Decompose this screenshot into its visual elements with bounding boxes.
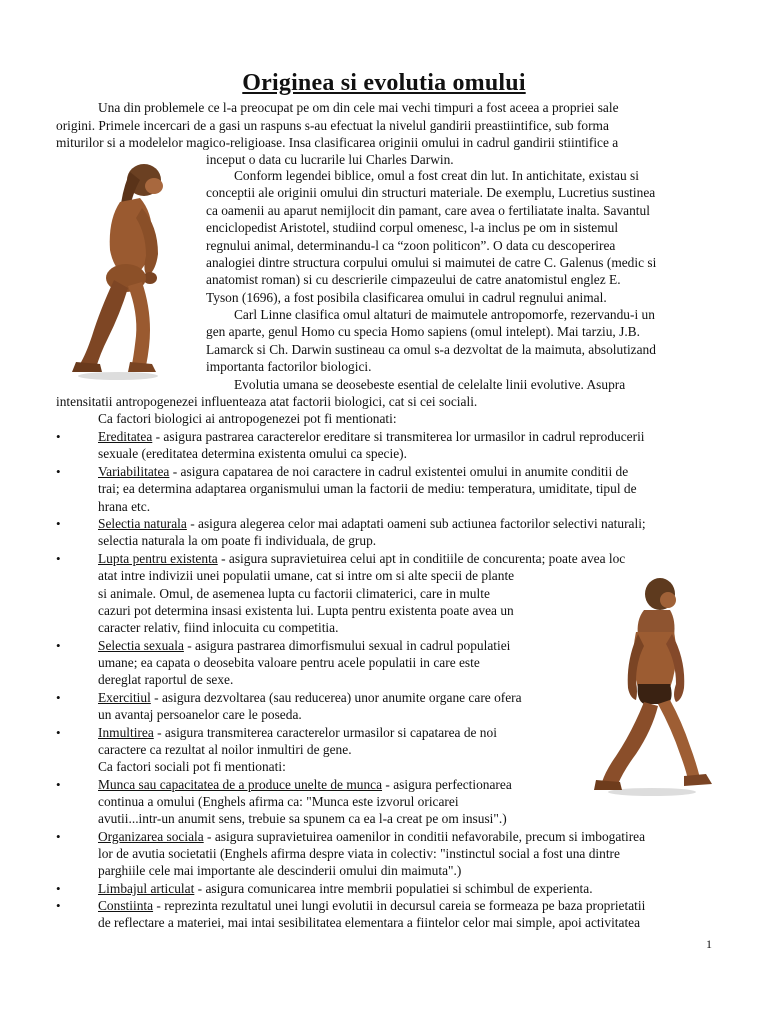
p3-line-3: Lamarck si Ch. Darwin sustineau ca omul s-a dezvoltat de la maimuta, absolutizand: [206, 342, 656, 357]
p2-line-5: regnului animal, determinandu-l ca “zoon politicon”. O data cu descoperirea: [206, 238, 616, 253]
p3-line-2: gen aparte, genul Homo cu specia Homo sapiens (omul intelept). Mai tarziu, J.B.: [206, 324, 640, 339]
term-munca: Munca sau capacitatea de a produce unelte de munca: [98, 777, 383, 792]
term-lupta: Lupta pentru existenta: [98, 551, 218, 566]
term-limbajul: Limbajul articulat: [98, 881, 195, 896]
list-item-munca: Munca sau capacitatea de a produce unelte de munca - asigura perfectionarea: [98, 777, 512, 792]
list-item-selectia-sexuala: Selectia sexuala - asigura pastrarea dimorfismului sexual in cadrul populatiei: [98, 638, 511, 653]
list-item-variabilitatea: Variabilitatea - asigura capatarea de noi caractere in cadrul existentei omului in anumite conditii de: [98, 464, 629, 479]
bullet-icon: •: [56, 777, 61, 792]
p4-line-1: Evolutia umana se deosebeste esential de celelalte linii evolutive. Asupra: [234, 377, 626, 392]
ereditatea-line-2: sexuale (ereditatea determina existenta omului ca specie).: [98, 446, 407, 461]
bullet-icon: •: [56, 464, 61, 479]
page-title: Originea si evolutia omului: [242, 70, 526, 96]
social-factors-intro: Ca factori sociali pot fi mentionati:: [98, 759, 286, 774]
lupta-line-4: cazuri pot determina insasi existenta lui. Lupta pentru existenta poate avea un: [98, 603, 514, 618]
list-item-organizarea: Organizarea sociala - asigura supravietuirea oamenilor in conditii nefavorabile, precum si imbogatirea: [98, 829, 646, 844]
variabilitatea-line-2: trai; ea determina adaptarea organismului uman la factorii de mediu: temperatura, umiditate, tipul de: [98, 481, 637, 496]
lupta-line-5: caracter relativ, fiind inlocuita cu competitia.: [98, 620, 339, 635]
p3-line-1: Carl Linne clasifica omul altaturi de maimutele antropomorfe, rezervandu-i un: [234, 307, 655, 322]
early-hominid-illustration: [56, 150, 206, 382]
selectia-naturala-line-2: selectia naturala la om poate fi individuala, de grup.: [98, 533, 377, 548]
exercitiul-line-2: un avantaj persoanelor care le poseda.: [98, 707, 302, 722]
intro-line-2: origini. Primele incercari de a gasi un raspuns s-au efectuat la nivelul gandirii preastiintifice, sub forma: [56, 118, 609, 133]
lupta-line-2: atat intre indivizii unei populatii umane, cat si intre om si alte specii de plante: [98, 568, 515, 583]
p4-line-2: intensitatii antropogenezei influenteaza atat factorii biologici, cat si cei sociali.: [56, 394, 478, 409]
list-item-constiinta: Constiinta - reprezinta rezultatul unei lungi evolutii in decursul careia se formeaza pe baza proprietatii: [98, 898, 646, 913]
lupta-line-3: si animale. Omul, de asemenea lupta cu factorii climaterici, care in multe: [98, 586, 490, 601]
p2-line-2: conceptii ale originii omului din structuri materiale. De exemplu, Lucretius sustinea: [206, 185, 656, 200]
list-item-exercitiul: Exercitiul - asigura dezvoltarea (sau reducerea) unor anumite organe care ofera: [98, 690, 522, 705]
selectia-sexuala-line-2: umane; ea capata o deosebita valoare pentru acele populatii in care este: [98, 655, 480, 670]
bullet-icon: •: [56, 690, 61, 705]
constiinta-line-2: de reflectare a materiei, mai intai sesibilitatea elementara a fiintelor celor mai simple, apoi activitatea: [98, 915, 641, 930]
p3-line-4: importanta factorilor biologici.: [206, 359, 372, 374]
bullet-icon: •: [56, 638, 61, 653]
bullet-icon: •: [56, 898, 61, 913]
term-inmultirea: Inmultirea: [98, 725, 154, 740]
intro-line-4: inceput o data cu lucrarile lui Charles Darwin.: [206, 152, 454, 167]
term-ereditatea: Ereditatea: [98, 429, 153, 444]
term-exercitiul: Exercitiul: [98, 690, 151, 705]
page-number: 1: [706, 937, 712, 951]
term-selectia-sexuala: Selectia sexuala: [98, 638, 184, 653]
term-selectia-naturala: Selectia naturala: [98, 516, 187, 531]
intro-line-1: Una din problemele ce l-a preocupat pe om din cele mai vechi timpuri a fost aceea a propriei sale: [98, 100, 619, 115]
term-constiinta: Constiinta: [98, 898, 154, 913]
list-item-lupta: Lupta pentru existenta - asigura supravietuirea celui apt in conditiile de concurenta; poate avea loc: [98, 551, 626, 566]
p2-line-4: enciclopedist Aristotel, studiind corpul omenesc, l-a inclus pe om in sistemul: [206, 220, 619, 235]
p2-line-8: Tyson (1696), a fost posibila clasificarea omului in cadrul regnului animal.: [206, 290, 607, 305]
intro-line-3: miturilor si a modelelor magico-religioase. Insa clasificarea originii omului in cadrul gandirii stiintifice a: [56, 135, 619, 150]
p2-line-3: ca oamenii au aparut nemijlocit din pamant, care avea o fertiliatate inalta. Savantul: [206, 203, 650, 218]
list-item-limbajul: Limbajul articulat - asigura comunicarea intre membrii populatiei si schimbul de experienta.: [98, 881, 593, 896]
p2-line-6: analogiei dintre structura corpului omului si maimutei de catre C. Galenus (medic si: [206, 255, 657, 270]
organizarea-line-3: parghiile cele mai importante ale descinderii omului din maimuta".): [98, 863, 462, 878]
munca-line-3: avutii...intr-un anumit sens, trebuie sa spunem ca ea l-a creat pe om insusi".): [98, 811, 507, 826]
p2-line-7: anatomist roman) si cu descrierile cimpazeului de catre anatomistul englez E.: [206, 272, 621, 287]
list-item-inmultirea: Inmultirea - asigura transmiterea caracterelor urmasilor si capatarea de noi: [98, 725, 497, 740]
bullet-icon: •: [56, 881, 61, 896]
bullet-icon: •: [56, 551, 61, 566]
munca-line-2: continua a omului (Enghels afirma ca: "Munca este izvorul oricarei: [98, 794, 459, 809]
biological-factors-intro: Ca factori biologici ai antropogenezei pot fi mentionati:: [98, 411, 397, 426]
selectia-sexuala-line-3: dereglat raportul de sexe.: [98, 672, 234, 687]
term-variabilitatea: Variabilitatea: [98, 464, 170, 479]
organizarea-line-2: lor de avutia societatii (Enghels afirma despre viata in colectiv: "instinctul social a fost una dintre: [98, 846, 620, 861]
bullet-icon: •: [56, 516, 61, 531]
list-item-selectia-naturala: Selectia naturala - asigura alegerea celor mai adaptati oameni sub actiunea factorilor selectivi naturali;: [98, 516, 646, 531]
term-organizarea: Organizarea sociala: [98, 829, 204, 844]
bullet-icon: •: [56, 725, 61, 740]
inmultirea-line-2: caractere ca rezultat al noilor inmultiri de gene.: [98, 742, 352, 757]
bullet-icon: •: [56, 829, 61, 844]
p2-line-1: Conform legendei biblice, omul a fost creat din lut. In antichitate, existau si: [234, 168, 639, 183]
variabilitatea-line-3: hrana etc.: [98, 499, 151, 514]
bullet-icon: •: [56, 429, 61, 444]
upright-hominid-illustration: [588, 570, 716, 798]
list-item-ereditatea: Ereditatea - asigura pastrarea caracterelor ereditare si transmiterea lor urmasilor in cadrul reproducerii: [98, 429, 645, 444]
